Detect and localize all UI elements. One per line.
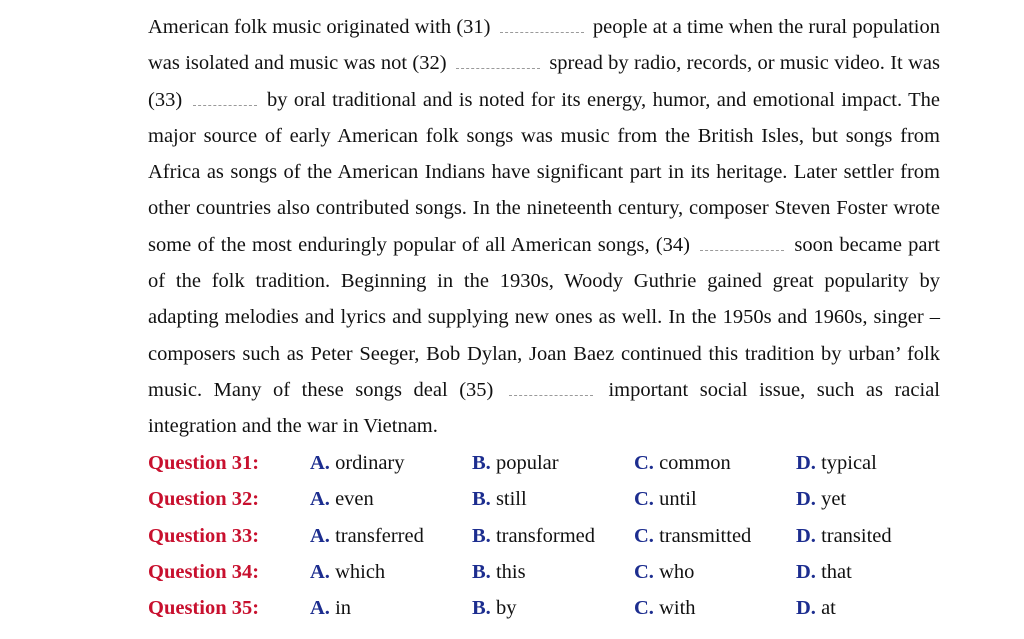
option-letter: B. [472,524,491,547]
option-letter: D. [796,560,816,583]
passage-text-6: important social issue, such as racial integration and the war in Vietnam. [148,378,940,438]
option-b[interactable] [472,481,527,517]
option-letter: D. [796,524,816,547]
option-letter: B. [472,597,491,620]
option-c[interactable] [634,554,694,590]
option-text: who [659,560,695,583]
option-a[interactable] [310,481,374,517]
passage-text-3: spread by radio, records, or music video. It was (33) [148,52,940,111]
option-letter: C. [634,560,654,583]
option-letter: D. [796,597,816,620]
option-b[interactable] [472,554,526,590]
blank-35 [509,377,593,396]
question-label: Question 35: [148,597,260,620]
blank-31 [500,14,584,33]
option-text: at [821,597,836,620]
question-row [148,518,948,554]
option-letter: D. [796,452,816,474]
question-row [148,481,948,517]
option-letter: A. [310,560,330,583]
passage-paragraph [148,9,940,445]
option-letter: A. [310,488,330,511]
option-d[interactable] [796,518,892,554]
option-a[interactable] [310,554,385,590]
option-text: which [335,560,386,583]
option-b[interactable] [472,590,516,626]
blank-32 [456,50,540,69]
option-b[interactable] [472,445,559,481]
option-text: by [495,597,517,620]
option-text: common [659,452,731,474]
question-row [148,445,948,481]
option-text: popular [495,452,559,474]
option-letter: B. [472,488,491,511]
option-letter: D. [796,488,816,511]
question-row [148,590,948,626]
reading-passage [148,9,940,445]
option-c[interactable] [634,590,696,626]
option-text: even [335,488,374,511]
blank-33 [193,87,257,106]
option-letter: B. [472,452,491,474]
option-d[interactable] [796,554,852,590]
option-a[interactable] [310,445,405,481]
option-text: typical [821,452,877,474]
passage-text-1: American folk music originated with (31) [148,16,491,38]
option-d[interactable] [796,481,846,517]
option-d[interactable] [796,590,836,626]
option-text: transited [821,524,892,547]
option-letter: A. [310,524,330,547]
option-text: transformed [495,524,595,547]
option-letter: C. [634,452,654,474]
option-text: with [659,597,696,620]
option-letter: C. [634,488,654,511]
option-text: in [335,597,352,620]
option-text: ordinary [335,452,405,474]
option-text: this [495,560,526,583]
option-text: yet [821,488,847,511]
option-c[interactable] [634,481,697,517]
question-label: Question 33: [148,524,260,547]
question-list [148,445,948,626]
option-c[interactable] [634,518,751,554]
option-letter: A. [310,452,330,474]
question-row [148,554,948,590]
option-text: transmitted [659,524,752,547]
option-text: still [495,488,527,511]
blank-34 [700,232,784,251]
option-text: transferred [335,524,424,547]
passage-text-4: by oral traditional and is noted for its energy, humor, and emotional impact. The major source of early American folk songs was music from the British Isles, but songs from Africa as songs of the American Indians have significant part in its heritage. Later settler from other countries also contributed songs. In the nineteenth century, composer Steven Foster wrote some of the most enduringly popular of all American songs, (34) [148,88,941,256]
option-text: that [821,560,852,583]
passage-text-2: people at a time when the rural population was isolated and music was not (32) [148,16,941,75]
option-b[interactable] [472,518,595,554]
question-label: Question 34: [148,560,260,583]
option-text: until [659,488,697,511]
option-letter: C. [634,597,654,620]
option-a[interactable] [310,590,351,626]
passage-text-5: soon became part of the folk tradition. Beginning in the 1930s, Woody Guthrie gained great popularity by adapting melodies and lyrics and supplying new ones as well. In the 1950s and 1960s, singer – composers such as Peter Seeger, Bob Dylan, Joan Baez continued this tradition by urban’ folk music. Many of these songs deal (35) [148,233,940,401]
option-a[interactable] [310,518,424,554]
question-label: Question 31: [148,452,260,474]
option-d[interactable] [796,445,877,481]
option-c[interactable] [634,445,731,481]
question-label: Question 32: [148,488,260,511]
option-letter: A. [310,597,330,620]
option-letter: C. [634,524,654,547]
option-letter: B. [472,560,491,583]
